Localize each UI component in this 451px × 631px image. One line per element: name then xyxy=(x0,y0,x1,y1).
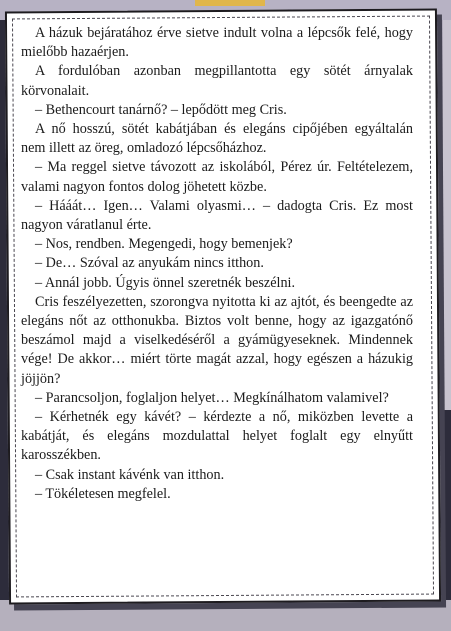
paragraph: A házuk bejáratához érve sietve indult volna a lépcsők felé, hogy mielőbb hazaérjen. xyxy=(21,25,413,61)
paragraph: – Bethencourt tanárnő? – lepődött meg Cris. xyxy=(35,101,287,118)
paragraph: – Nos, rendben. Megengedi, hogy bemenjek? xyxy=(35,236,293,253)
background-accent xyxy=(195,0,265,6)
story-text xyxy=(21,24,413,504)
paragraph: A fordulóban azonban megpillantotta egy sötét árnyalak körvonalait. xyxy=(21,63,413,99)
paragraph: – Tökéletesen megfelel. xyxy=(35,485,171,502)
paragraph: – Annál jobb. Úgyis önnel szeretnék beszélni. xyxy=(35,274,296,291)
paragraph: Cris feszélyezetten, szorongva nyitotta ki az ajtót, és beengedte az elegáns nőt az otthonukba. Biztos volt benne, hogy az igazgatónő beszámol majd a viselkedéséről a gyámügyeseknek. Mindennek vége! De akkor… miért törte magát azzal, hogy egészen a házukig jöjjön? xyxy=(21,293,413,387)
paragraph: – Ma reggel sietve távozott az iskolából, Pérez úr. Feltételezem, valami nagyon fontos dolog jöhetett közbe. xyxy=(21,159,413,195)
paragraph: – Kérhetnék egy kávét? – kérdezte a nő, miközben levette a kabátját, és elegáns mozdulattal helyet foglalt egy elnyűtt karosszékben. xyxy=(21,409,413,464)
paragraph: – Csak instant kávénk van itthon. xyxy=(35,466,225,483)
paragraph: – Parancsoljon, foglaljon helyet… Megkínálhatom valamivel? xyxy=(35,389,389,406)
paragraph: A nő hosszú, sötét kabátjában és elegáns cipőjében egyáltalán nem illett az öreg, omladozó lépcsőházhoz. xyxy=(21,121,413,157)
paragraph: – De… Szóval az anyukám nincs itthon. xyxy=(35,255,264,272)
paragraph: – Hááát… Igen… Valami olyasmi… – dadogta Cris. Ez most nagyon váratlanul érte. xyxy=(21,197,413,234)
